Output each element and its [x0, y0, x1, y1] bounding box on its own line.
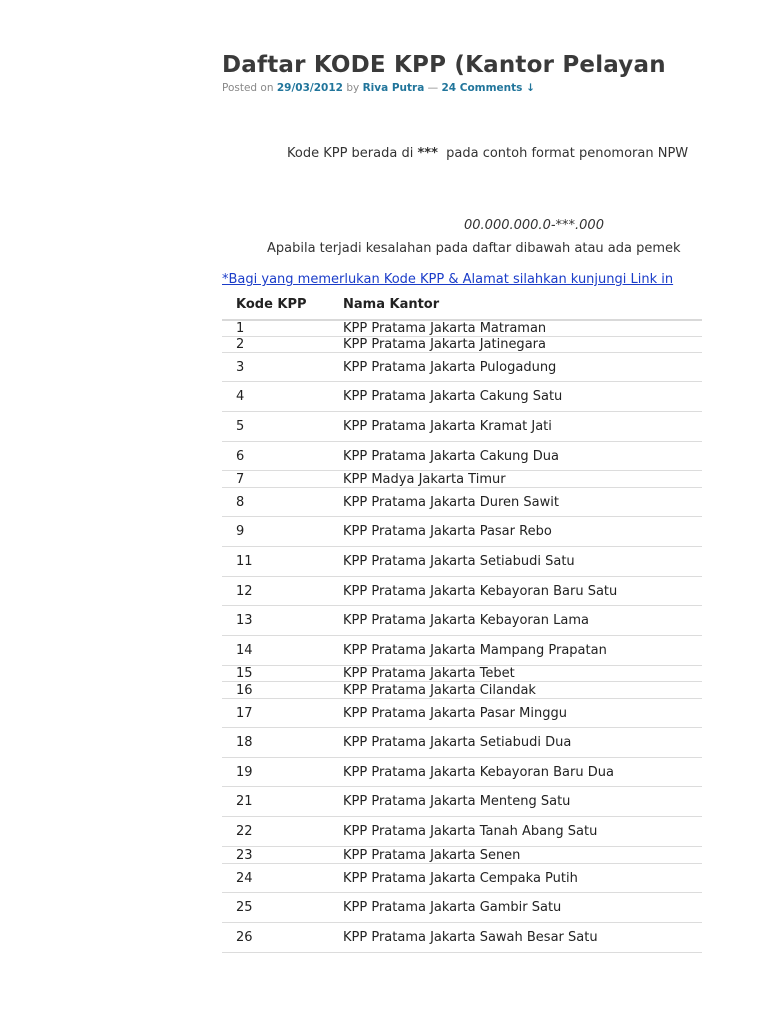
kode-cell: 25: [222, 893, 343, 923]
nama-cell: KPP Pratama Jakarta Kebayoran Lama: [343, 606, 702, 636]
kpp-table: [222, 289, 702, 953]
kode-cell: 15: [222, 666, 343, 682]
table-row: [222, 787, 702, 817]
table-row: [222, 488, 702, 517]
kode-cell: 8: [222, 488, 343, 517]
nama-cell: KPP Pratama Jakarta Cakung Dua: [343, 442, 702, 471]
kode-cell: 4: [222, 382, 343, 412]
table-row: [222, 547, 702, 577]
kode-cell: 23: [222, 847, 343, 864]
kode-cell: 19: [222, 758, 343, 787]
kode-cell: 12: [222, 577, 343, 606]
nama-cell: KPP Pratama Jakarta Pasar Rebo: [343, 517, 702, 547]
kode-cell: 1: [222, 320, 343, 337]
kode-cell: 17: [222, 699, 343, 728]
nama-cell: KPP Pratama Jakarta Cilandak: [343, 682, 702, 699]
by-label: by: [346, 82, 360, 94]
kpp-address-link[interactable]: *Bagi yang memerlukan Kode KPP & Alamat silahkan kunjungi Link in: [222, 272, 674, 287]
author-link[interactable]: Riva Putra: [362, 82, 425, 94]
table-header-row: [222, 289, 702, 320]
kode-cell: 26: [222, 923, 343, 953]
table-row: [222, 758, 702, 787]
nama-cell: KPP Pratama Jakarta Kebayoran Baru Satu: [343, 577, 702, 606]
table-row: [222, 412, 702, 442]
kode-cell: 22: [222, 817, 343, 847]
kpp-table-body: [222, 320, 702, 953]
table-row: [222, 893, 702, 923]
kode-cell: 7: [222, 471, 343, 488]
nama-cell: KPP Pratama Jakarta Matraman: [343, 320, 702, 337]
nama-cell: KPP Pratama Jakarta Setiabudi Satu: [343, 547, 702, 577]
nama-cell: KPP Pratama Jakarta Mampang Prapatan: [343, 636, 702, 666]
nama-cell: KPP Pratama Jakarta Cempaka Putih: [343, 864, 702, 893]
table-row: [222, 382, 702, 412]
kode-cell: 24: [222, 864, 343, 893]
nama-cell: KPP Pratama Jakarta Tebet: [343, 666, 702, 682]
table-row: [222, 817, 702, 847]
nama-cell: KPP Madya Jakarta Timur: [343, 471, 702, 488]
table-row: [222, 606, 702, 636]
kode-cell: 11: [222, 547, 343, 577]
nama-cell: KPP Pratama Jakarta Sawah Besar Satu: [343, 923, 702, 953]
kode-cell: 3: [222, 353, 343, 382]
post-date-link[interactable]: 29/03/2012: [276, 82, 343, 94]
kode-cell: 2: [222, 337, 343, 353]
nama-cell: KPP Pratama Jakarta Tanah Abang Satu: [343, 817, 702, 847]
kode-cell: 16: [222, 682, 343, 699]
intro-paragraph: [287, 146, 688, 161]
table-row: [222, 864, 702, 893]
table-row: [222, 682, 702, 699]
kode-cell: 5: [222, 412, 343, 442]
table-row: [222, 353, 702, 382]
table-row: [222, 471, 702, 488]
column-header-kode: Kode KPP: [222, 289, 343, 320]
table-row: [222, 666, 702, 682]
nama-cell: KPP Pratama Jakarta Senen: [343, 847, 702, 864]
intro-prefix: Kode KPP berada di: [287, 146, 414, 161]
nama-cell: KPP Pratama Jakarta Setiabudi Dua: [343, 728, 702, 758]
kode-cell: 6: [222, 442, 343, 471]
post-title: Daftar KODE KPP (Kantor Pelayan: [222, 52, 666, 78]
kode-cell: 13: [222, 606, 343, 636]
post-meta: [222, 82, 535, 94]
kode-cell: 9: [222, 517, 343, 547]
comments-link[interactable]: 24 Comments ↓: [441, 82, 535, 94]
npwp-format: 00.000.000.0-***.000: [464, 218, 604, 233]
nama-cell: KPP Pratama Jakarta Pulogadung: [343, 353, 702, 382]
nama-cell: KPP Pratama Jakarta Menteng Satu: [343, 787, 702, 817]
nama-cell: KPP Pratama Jakarta Kebayoran Baru Dua: [343, 758, 702, 787]
nama-cell: KPP Pratama Jakarta Jatinegara: [343, 337, 702, 353]
table-row: [222, 923, 702, 953]
meta-dash: —: [427, 82, 439, 94]
table-row: [222, 728, 702, 758]
table-row: [222, 320, 702, 337]
table-row: [222, 699, 702, 728]
kode-cell: 18: [222, 728, 343, 758]
nama-cell: KPP Pratama Jakarta Pasar Minggu: [343, 699, 702, 728]
table-row: [222, 636, 702, 666]
correction-note: Apabila terjadi kesalahan pada daftar dibawah atau ada pemek: [267, 241, 681, 256]
table-row: [222, 577, 702, 606]
nama-cell: KPP Pratama Jakarta Gambir Satu: [343, 893, 702, 923]
table-row: [222, 337, 702, 353]
kode-cell: 21: [222, 787, 343, 817]
column-header-nama: Nama Kantor: [343, 289, 702, 320]
nama-cell: KPP Pratama Jakarta Duren Sawit: [343, 488, 702, 517]
nama-cell: KPP Pratama Jakarta Kramat Jati: [343, 412, 702, 442]
table-row: [222, 442, 702, 471]
nama-cell: KPP Pratama Jakarta Cakung Satu: [343, 382, 702, 412]
intro-stars: ***: [417, 146, 438, 161]
table-row: [222, 517, 702, 547]
intro-suffix: pada contoh format penomoran NPW: [446, 146, 689, 161]
table-row: [222, 847, 702, 864]
kode-cell: 14: [222, 636, 343, 666]
posted-on-label: Posted on: [222, 82, 274, 94]
